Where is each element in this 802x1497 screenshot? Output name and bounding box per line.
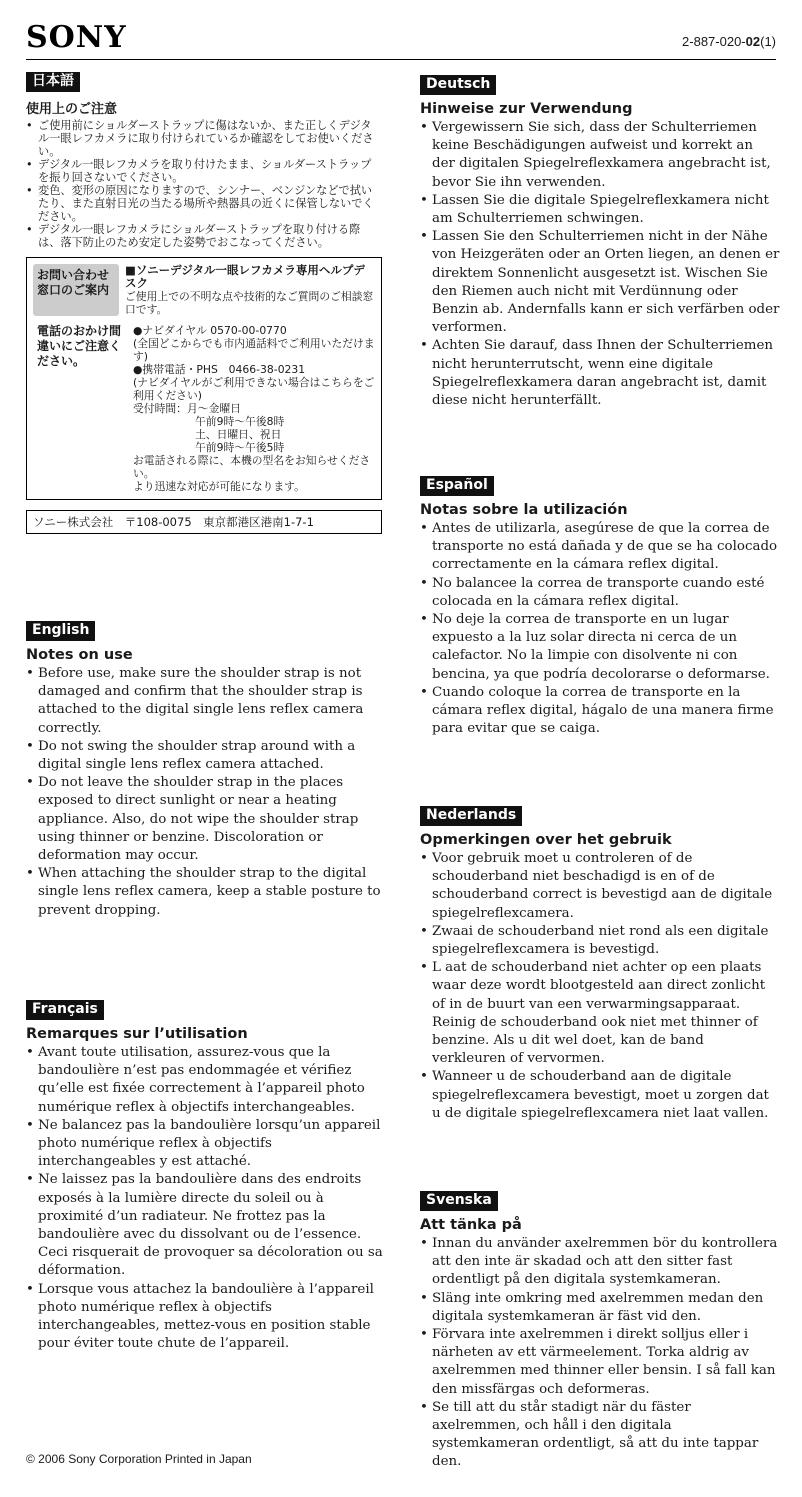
copyright-notice: © 2006 Sony Corporation Printed in Japan (26, 1452, 252, 1466)
section-heading: Remarques sur l’utilisation (26, 1026, 248, 1042)
list-item: • Vergewissern Sie sich, dass der Schulterriemen keine Beschädigungen aufweist und korrekt an der digitalen Spiegelreflexkamera angebracht ist, bevor Sie ihn verwenden. (420, 119, 780, 192)
list-item: • Antes de utilizarla, asegúrese de que la correa de transporte no está dañada y de que se ha colocado correctamente en la cámara reflex digital. (420, 520, 780, 575)
hours-line: 午前9時～午後5時 (195, 441, 285, 454)
lang-label-english: English (26, 621, 95, 641)
list-item: • Wanneer u de schouderband aan de digitale spiegelreflexcamera bevestigt, moet u zorgen dat u de digitale spiegelreflexcamera niet laat vallen. (420, 1068, 780, 1123)
lang-label-nederlands: Nederlands (420, 806, 522, 826)
lang-label-espanol: Español (420, 476, 494, 496)
lang-label-svenska: Svenska (420, 1191, 498, 1211)
section-heading: Notes on use (26, 647, 133, 663)
mobile-phone: ●携帯電話・PHS 0466-38-0231 (133, 363, 306, 376)
header-rule (26, 59, 776, 60)
list-item: • Släng inte omkring med axelremmen medan den digitala systemkameran är fäst vid den. (420, 1290, 780, 1326)
list-item: • Do not swing the shoulder strap around with a digital single lens reflex camera attached. (26, 738, 386, 774)
list-item: • Before use, make sure the shoulder strap is not damaged and confirm that the shoulder strap is attached to the digital single lens reflex camera correctly. (26, 665, 386, 738)
list-item: • L aat de schouderband niet achter op een plaats waar deze wordt blootgesteld aan direct zonlicht of in de buurt van een verwarmingsapparaat. Reinig de schouderband ook niet met thinner of benzine. Als u dit wel doet, kan de band verkleuren of vervormen. (420, 959, 780, 1068)
support-label: お問い合わせ窓口のご案内 (33, 264, 119, 316)
list-item: • No deje la correa de transporte en un lugar expuesto a la luz solar directa ni cerca de un calefactor. No la limpie con disolvente ni con bencina, ya que podría decolorarse o deformarse. (420, 611, 780, 684)
list-item: • Ne laissez pas la bandoulière dans des endroits exposés à la lumière directe du soleil ou à proximité d’un radiateur. Ne frottez pas la bandoulière avec du dissolvant ou de l’essence. Ceci risquerait de provoquer sa décoloration ou sa déformation. (26, 1171, 386, 1280)
document-number: 2-887-020-02(1) (682, 34, 776, 49)
notes-list (420, 119, 780, 410)
section-heading: Notas sobre la utilización (420, 502, 628, 518)
list-item: • Se till att du står stadigt när du fäster axelremmen, och håll i den digitala systemkameran ordentligt, så att du inte tappar den. (420, 1399, 780, 1472)
list-item: • Lassen Sie die digitale Spiegelreflexkamera nicht am Schulterriemen schwingen. (420, 192, 780, 228)
hours-line: 午前9時～午後8時 (195, 415, 285, 428)
call-note: お電話される際に、本機の型名をお知らせください。 (133, 454, 371, 480)
list-item: • 変色、変形の原因になりますので、シンナー、ベンジンなどで拭いたり、また直射日光の当たる場所や熱器具の近くに保管しないでください。 (26, 184, 382, 223)
navi-dial: ●ナビダイヤル 0570-00-0770 (133, 324, 287, 337)
desk-title: ■ソニーデジタル一眼レフカメラ専用ヘルプデスク (125, 263, 365, 290)
deutsch-section (420, 73, 780, 410)
list-item: • Ne balancez pas la bandoulière lorsqu’un appareil photo numérique reflex à objectifs interchangeables y est attaché. (26, 1117, 386, 1172)
support-info-box (26, 257, 382, 500)
list-item: • ご使用前にショルダーストラップに傷はないか、また正しくデジタル一眼レフカメラに取り付けられているか確認をしてお使いください。 (26, 119, 382, 158)
lang-label-japanese: 日本語 (26, 72, 80, 92)
list-item: • Do not leave the shoulder strap in the places exposed to direct sunlight or near a heating appliance. Also, do not wipe the shoulder strap using thinner or benzine. Discoloration or deformation may occur. (26, 774, 386, 865)
list-item: • Achten Sie darauf, dass Ihnen der Schulterriemen nicht herunterrutscht, wenn eine digitale Spiegelreflexkamera daran angebracht ist, damit diese nicht herunterfällt. (420, 337, 780, 410)
japanese-section (26, 70, 382, 534)
list-item: • No balancee la correa de transporte cuando esté colocada en la cámara reflex digital. (420, 575, 780, 611)
espanol-section (420, 474, 780, 738)
nederlands-section (420, 804, 780, 1123)
list-item: • Lorsque vous attachez la bandoulière à l’appareil photo numérique reflex à objectifs interchangeables, mettez-vous en position stable pour éviter toute chute de l’appareil. (26, 1281, 386, 1354)
notes-list (26, 665, 386, 920)
section-heading: Opmerkingen over het gebruik (420, 832, 672, 848)
section-heading: Att tänka på (420, 1217, 522, 1233)
sony-logo: SONY (26, 20, 127, 55)
hours-line: 受付時間：月～金曜日 (133, 402, 241, 415)
caution-label: 電話のおかけ間違いにご注意ください。 (37, 324, 122, 368)
navi-note: (全国どこからでも市内通話料でご利用いただけます) (133, 337, 375, 363)
hours-line: 土、日曜日、祝日 (195, 428, 282, 441)
list-item: • Förvara inte axelremmen i direkt solljus eller i närheten av ett värmeelement. Torka aldrig av axelremmen med thinner eller bensin. I så fall kan den missfärgas och deformeras. (420, 1326, 780, 1399)
mobile-note: (ナビダイヤルがご利用できない場合はこちらをご利用ください) (133, 376, 375, 402)
list-item: • Zwaai de schouderband niet rond als een digitale spiegelreflexcamera is bevestigd. (420, 923, 780, 959)
notes-list (420, 520, 780, 738)
company-address: ソニー株式会社 〒108-0075 東京都港区港南1-7-1 (26, 510, 382, 534)
desk-description: ご使用上での不明な点や技術的なご質問のご相談窓口です。 (125, 290, 374, 316)
notes-list (420, 850, 780, 1123)
list-item: • デジタル一眼レフカメラを取り付けたまま、ショルダーストラップを振り回さないでください。 (26, 158, 382, 184)
list-item: • Cuando coloque la correa de transporte en la cámara reflex digital, hágalo de una manera firme para evitar que se caiga. (420, 684, 780, 739)
english-section (26, 619, 386, 920)
list-item: • デジタル一眼レフカメラにショルダーストラップを取り付ける際は、落下防止のため安定した姿勢でおこなってください。 (26, 223, 382, 249)
svenska-section (420, 1189, 780, 1472)
notes-list (26, 119, 382, 249)
list-item: • Lassen Sie den Schulterriemen nicht in der Nähe von Heizgeräten oder an Orten liegen, an denen er direktem Sonnenlicht ausgesetzt ist. Wischen Sie den Riemen auch nicht mit Verdünnung oder Benzin ab. Andernfalls kann er sich verfärben oder verformen. (420, 228, 780, 337)
section-heading: Hinweise zur Verwendung (420, 101, 633, 117)
notes-list (420, 1235, 780, 1472)
notes-list (26, 1044, 386, 1353)
section-heading: 使用上のご注意 (26, 102, 118, 117)
call-note-2: より迅速な対応が可能になります。 (133, 480, 305, 493)
list-item: • Avant toute utilisation, assurez-vous que la bandoulière n’est pas endommagée et vérifiez qu’elle est fixée correctement à l’appareil photo numérique reflex à objectifs interchangeables. (26, 1044, 386, 1117)
lang-label-francais: Français (26, 1000, 104, 1020)
list-item: • Innan du använder axelremmen bör du kontrollera att den inte är skadad och att den sitter fast ordentligt på den digitala systemkameran. (420, 1235, 780, 1290)
francais-section (26, 998, 386, 1353)
list-item: • When attaching the shoulder strap to the digital single lens reflex camera, keep a stable posture to prevent dropping. (26, 865, 386, 920)
lang-label-deutsch: Deutsch (420, 75, 496, 95)
list-item: • Voor gebruik moet u controleren of de schouderband niet beschadigd is en of de schouderband correct is bevestigd aan de digitale spiegelreflexcamera. (420, 850, 780, 923)
